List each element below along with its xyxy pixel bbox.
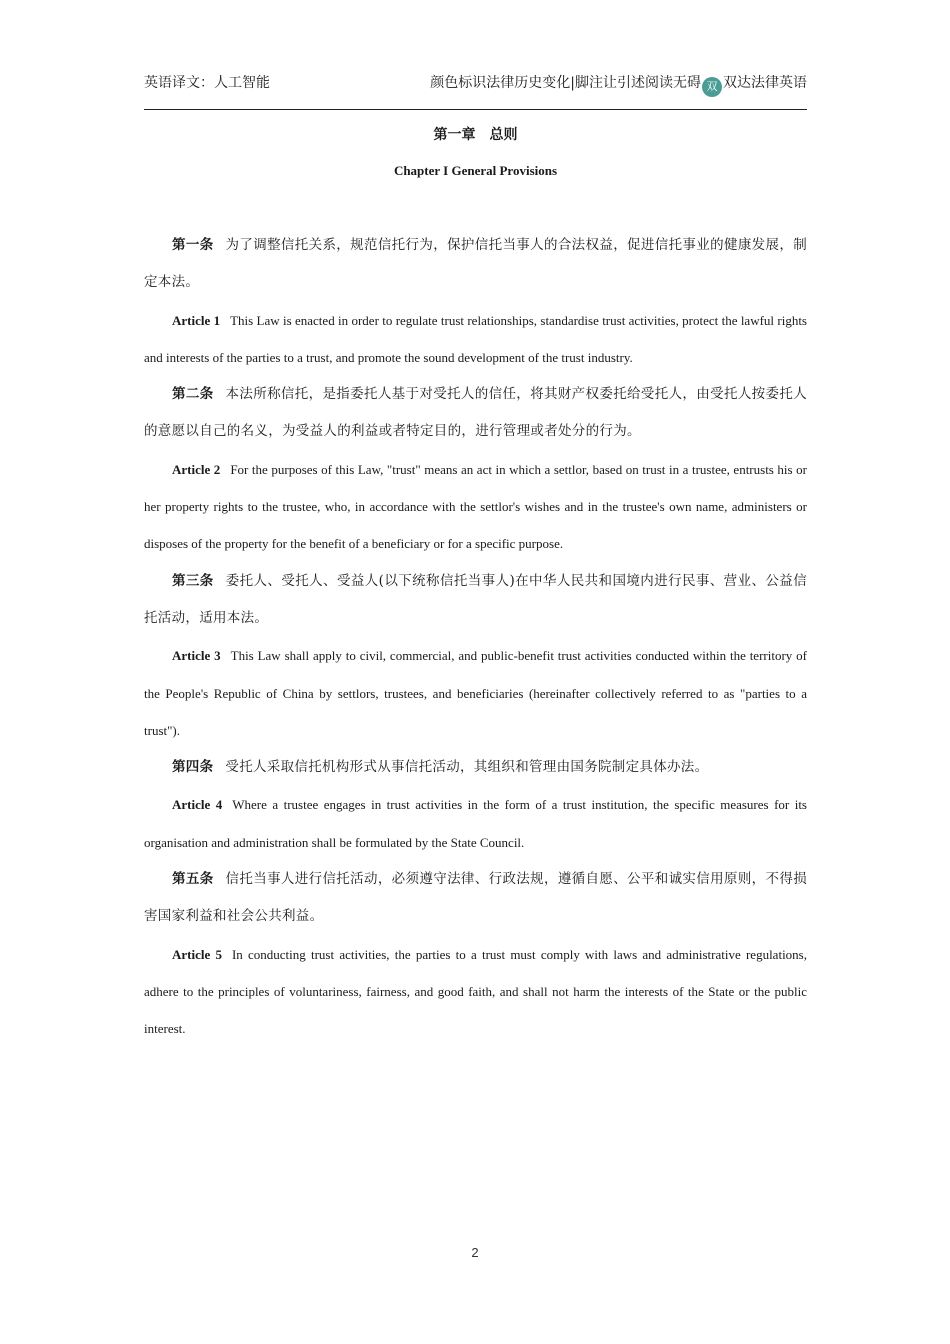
- header-divider: [144, 109, 807, 110]
- header-translation-title: 英语译文：人工智能: [144, 75, 270, 91]
- article-3-cn: [144, 563, 807, 638]
- article-text-cn: 为了调整信托关系，规范信托行为，保护信托当事人的合法权益，促进信托事业的健康发展，制定本法。: [144, 237, 807, 291]
- article-text-cn: 信托当事人进行信托活动，必须遵守法律、行政法规，遵循自愿、公平和诚实信用原则，不得损害国家利益和社会公共利益。: [144, 871, 807, 925]
- article-text-en: Where a trustee engages in trust activities in the form of a trust institution, the specific measures for its organisation and administration shall be formulated by the State Council.: [144, 797, 807, 850]
- article-label-cn: 第一条: [172, 237, 214, 253]
- article-4-cn: [144, 749, 807, 786]
- article-2-cn: [144, 376, 807, 451]
- header-tagline: [430, 71, 807, 97]
- article-text-en: For the purposes of this Law, "trust" means an act in which a settlor, based on trust in a trustee, entrusts his or her property rights to the trustee, who, in accordance with the settlor's wishes and in the trustee's own name, administers or disposes of the property for the benefit of a beneficiary or for a specific purpose.: [144, 461, 807, 552]
- header-brand-name: 双达法律英语: [723, 75, 807, 91]
- article-label-cn: 第三条: [172, 572, 214, 589]
- chapter-title-en: Chapter I General Provisions: [393, 163, 558, 178]
- header-tagline-text: 颜色标识法律历史变化|脚注让引述阅读无碍: [430, 75, 701, 91]
- article-text-cn: 委托人、受托人、受益人(以下统称信托当事人)在中华人民共和国境内进行民事、营业、公益信托活动，适用本法。: [144, 572, 807, 626]
- article-text-cn: 受托人采取信托机构形式从事信托活动，其组织和管理由国务院制定具体办法。: [225, 759, 709, 776]
- article-label-en: Article 5: [172, 946, 222, 962]
- article-text-en: This Law shall apply to civil, commercial, and public-benefit trust activities conducted within the territory of the People's Republic of China by settlors, trustees, and beneficiaries (hereinafter collectively referred to as "parties to a trust").: [144, 648, 807, 738]
- document-body: [144, 227, 807, 1048]
- page-header: [144, 71, 807, 95]
- article-label-cn: 第二条: [172, 386, 214, 403]
- article-label-en: Article 1: [172, 312, 221, 328]
- article-1-en: [144, 302, 807, 377]
- article-3-en: [144, 637, 807, 749]
- article-4-en: [144, 786, 807, 861]
- article-5-cn: [144, 861, 807, 936]
- article-5-en: [144, 936, 807, 1048]
- article-label-cn: 第四条: [172, 759, 214, 776]
- article-label-en: Article 4: [172, 797, 223, 813]
- article-text-en: In conducting trust activities, the parties to a trust must comply with laws and administrative regulations, adhere to the principles of voluntariness, fairness, and good faith, and shall not harm the interests of the State or the public interest.: [144, 946, 807, 1037]
- article-label-en: Article 2: [172, 461, 221, 477]
- article-text-en: This Law is enacted in order to regulate trust relationships, standardise trust activities, protect the lawful rights and interests of the parties to a trust, and promote the sound development of the trust industry.: [144, 312, 807, 365]
- brand-logo-icon: 双: [702, 77, 722, 97]
- article-2-en: [144, 451, 807, 563]
- article-label-en: Article 3: [172, 648, 221, 664]
- article-text-cn: 本法所称信托，是指委托人基于对受托人的信任，将其财产权委托给受托人，由受托人按委托人的意愿以自己的名义，为受益人的利益或者特定目的，进行管理或者处分的行为。: [144, 386, 807, 440]
- article-1-cn: [144, 227, 807, 302]
- page-number: 2: [471, 1245, 479, 1260]
- article-label-cn: 第五条: [172, 871, 214, 888]
- chapter-title-cn: 第一章 总则: [433, 127, 518, 143]
